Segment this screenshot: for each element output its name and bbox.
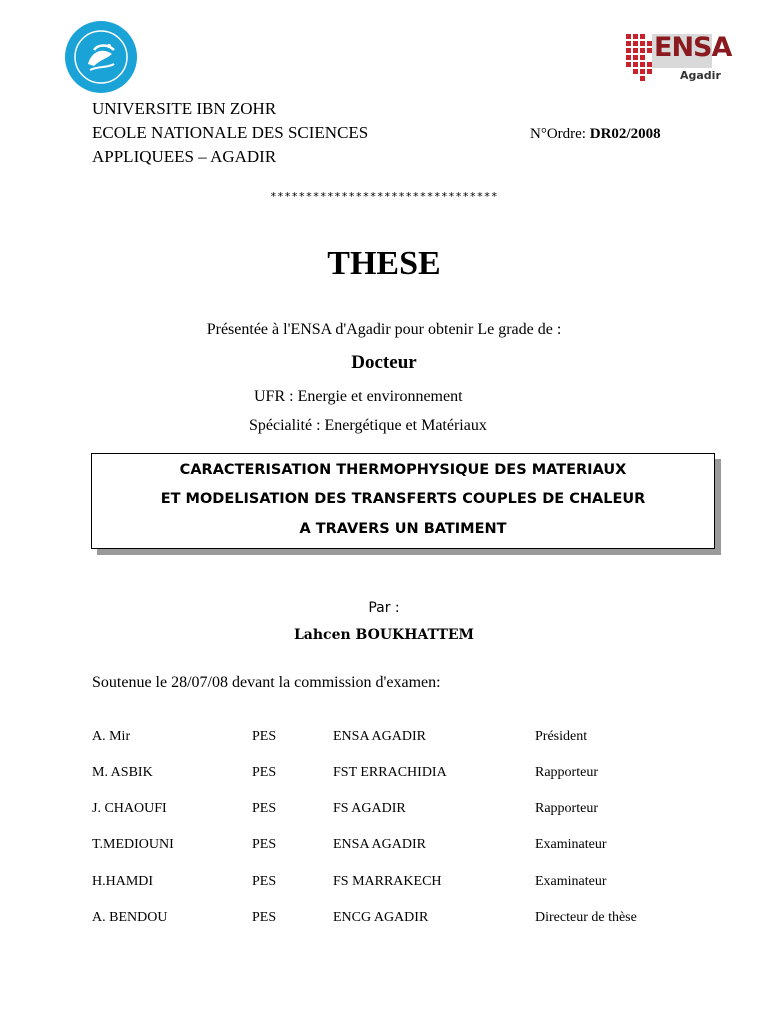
ordre-label: N°Ordre: [530, 126, 590, 142]
grade-title: Docteur [351, 352, 417, 373]
jury-institution: FST ERRACHIDIA [333, 765, 447, 780]
jury-institution: ENSA AGADIR [333, 837, 426, 852]
jury-grade: PES [252, 837, 277, 852]
jury-role: Examinateur [535, 837, 607, 852]
jury-name: J. CHAOUFI [92, 801, 167, 816]
university-ibn-zohr-seal-icon [64, 20, 138, 94]
jury-grade: PES [252, 874, 277, 889]
thesis-title-box [91, 453, 715, 549]
jury-institution: ENSA AGADIR [333, 729, 426, 744]
par-label: Par : [368, 600, 400, 616]
jury-grade: PES [252, 801, 277, 816]
jury-name: H.HAMDI [92, 874, 154, 889]
jury-name: M. ASBIK [92, 765, 153, 780]
ensa-agadir-logo-icon [622, 30, 732, 86]
separator-stars: ******************************** [270, 190, 498, 203]
jury-grade: PES [252, 729, 277, 744]
jury-grade: PES [252, 765, 277, 780]
presentee-line: Présentée à l'ENSA d'Agadir pour obtenir Le grade de : [206, 321, 562, 338]
jury-name: T.MEDIOUNI [92, 837, 174, 852]
jury-role: Rapporteur [535, 765, 598, 780]
author-name: Lahcen BOUKHATTEM [293, 627, 475, 643]
jury-role: Président [535, 729, 588, 744]
jury-role: Directeur de thèse [535, 910, 637, 925]
jury-institution: FS AGADIR [333, 801, 406, 816]
doc-type-title: THESE [327, 245, 441, 282]
ufr-line: UFR : Energie et environnement [254, 388, 463, 405]
ensa-logo-text: ENSA [654, 32, 732, 63]
jury-name: A. BENDOU [92, 910, 168, 925]
jury-role: Rapporteur [535, 801, 598, 816]
specialite-line: Spécialité : Energétique et Matériaux [249, 417, 487, 434]
jury-role: Examinateur [535, 874, 607, 889]
jury-institution: ENCG AGADIR [333, 910, 429, 925]
ensa-logo-subtext: Agadir [680, 69, 721, 82]
jury-name: A. Mir [92, 729, 131, 744]
ordre-number [530, 123, 661, 145]
jury-grade: PES [252, 910, 277, 925]
institution-line-3: APPLIQUEES – AGADIR [92, 147, 277, 166]
ordre-value: DR02/2008 [589, 126, 661, 142]
institution-line-1: UNIVERSITE IBN ZOHR [92, 99, 277, 118]
thesis-title-line-1: CARACTERISATION THERMOPHYSIQUE DES MATERIAUX [179, 462, 627, 478]
thesis-title-line-2: ET MODELISATION DES TRANSFERTS COUPLES DE CHALEUR [160, 491, 646, 507]
institution-line-2: ECOLE NATIONALE DES SCIENCES [92, 123, 369, 142]
jury-institution: FS MARRAKECH [333, 874, 442, 889]
soutenue-line: Soutenue le 28/07/08 devant la commission d'examen: [92, 674, 441, 691]
thesis-title-line-3: A TRAVERS UN BATIMENT [299, 521, 507, 537]
